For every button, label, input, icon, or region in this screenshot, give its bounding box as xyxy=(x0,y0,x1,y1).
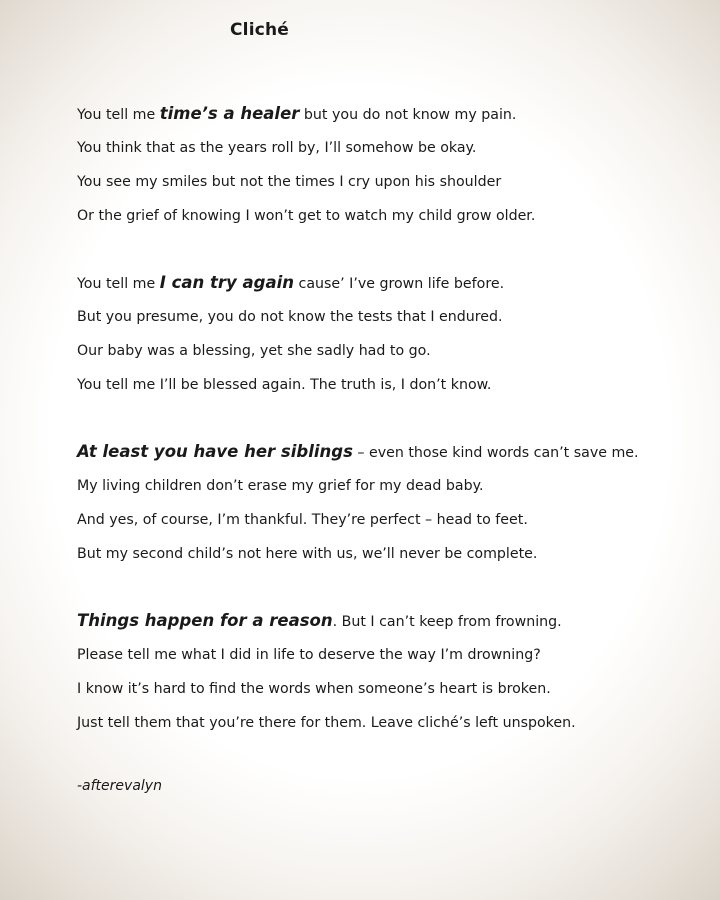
line-text: You tell me xyxy=(77,107,160,123)
line-text: Please tell me what I did in life to deserve the way I’m drowning? xyxy=(77,647,541,663)
emphasized-phrase: At least you have her siblings xyxy=(77,442,353,461)
line-text: You think that as the years roll by, I’ll somehow be okay. xyxy=(77,140,477,156)
stanza-3 xyxy=(77,435,639,571)
line-text: – even those kind words can’t save me. xyxy=(352,445,639,461)
line-text: Our baby was a blessing, yet she sadly had to go. xyxy=(77,343,431,359)
poem-line xyxy=(77,706,576,740)
poem-line xyxy=(77,537,639,571)
line-text: My living children don’t erase my grief for my dead baby. xyxy=(77,478,484,494)
line-text: . But I can’t keep from frowning. xyxy=(332,614,562,630)
line-text: You tell me xyxy=(77,276,160,292)
poem-line xyxy=(77,97,535,131)
poem-line xyxy=(77,604,576,638)
line-text: And yes, of course, I’m thankful. They’re perfect – head to feet. xyxy=(77,512,528,528)
line-text: But you presume, you do not know the tests that I endured. xyxy=(77,309,503,325)
poem-line xyxy=(77,503,639,537)
poem-line xyxy=(77,334,504,368)
poem-line xyxy=(77,266,504,300)
stanza-4 xyxy=(77,604,576,740)
line-text: Just tell them that you’re there for them. Leave cliché’s left unspoken. xyxy=(77,715,576,731)
poem-line xyxy=(77,368,504,402)
author-signature: -afterevalyn xyxy=(77,778,162,794)
line-text: but you do not know my pain. xyxy=(299,107,517,123)
line-text: But my second child’s not here with us, we’ll never be complete. xyxy=(77,546,538,562)
poem-line xyxy=(77,638,576,672)
line-text: You tell me I’ll be blessed again. The truth is, I don’t know. xyxy=(77,377,492,393)
poem-line xyxy=(77,165,535,199)
poem-title: Cliché xyxy=(230,20,290,40)
emphasized-phrase: Things happen for a reason xyxy=(77,611,333,630)
line-text: I know it’s hard to find the words when someone’s heart is broken. xyxy=(77,681,551,697)
stanza-2 xyxy=(77,266,504,402)
line-text: You see my smiles but not the times I cry upon his shoulder xyxy=(77,174,502,190)
poem-line xyxy=(77,199,535,233)
emphasized-phrase: I can try again xyxy=(159,273,295,292)
poem-line xyxy=(77,672,576,706)
poem-line xyxy=(77,131,535,165)
poem-line xyxy=(77,300,504,334)
stanza-1 xyxy=(77,97,535,233)
line-text: Or the grief of knowing I won’t get to watch my child grow older. xyxy=(77,208,536,224)
poem-line xyxy=(77,435,639,469)
line-text: cause’ I’ve grown life before. xyxy=(294,276,505,292)
poem-line xyxy=(77,469,639,503)
emphasized-phrase: time’s a healer xyxy=(159,104,300,123)
